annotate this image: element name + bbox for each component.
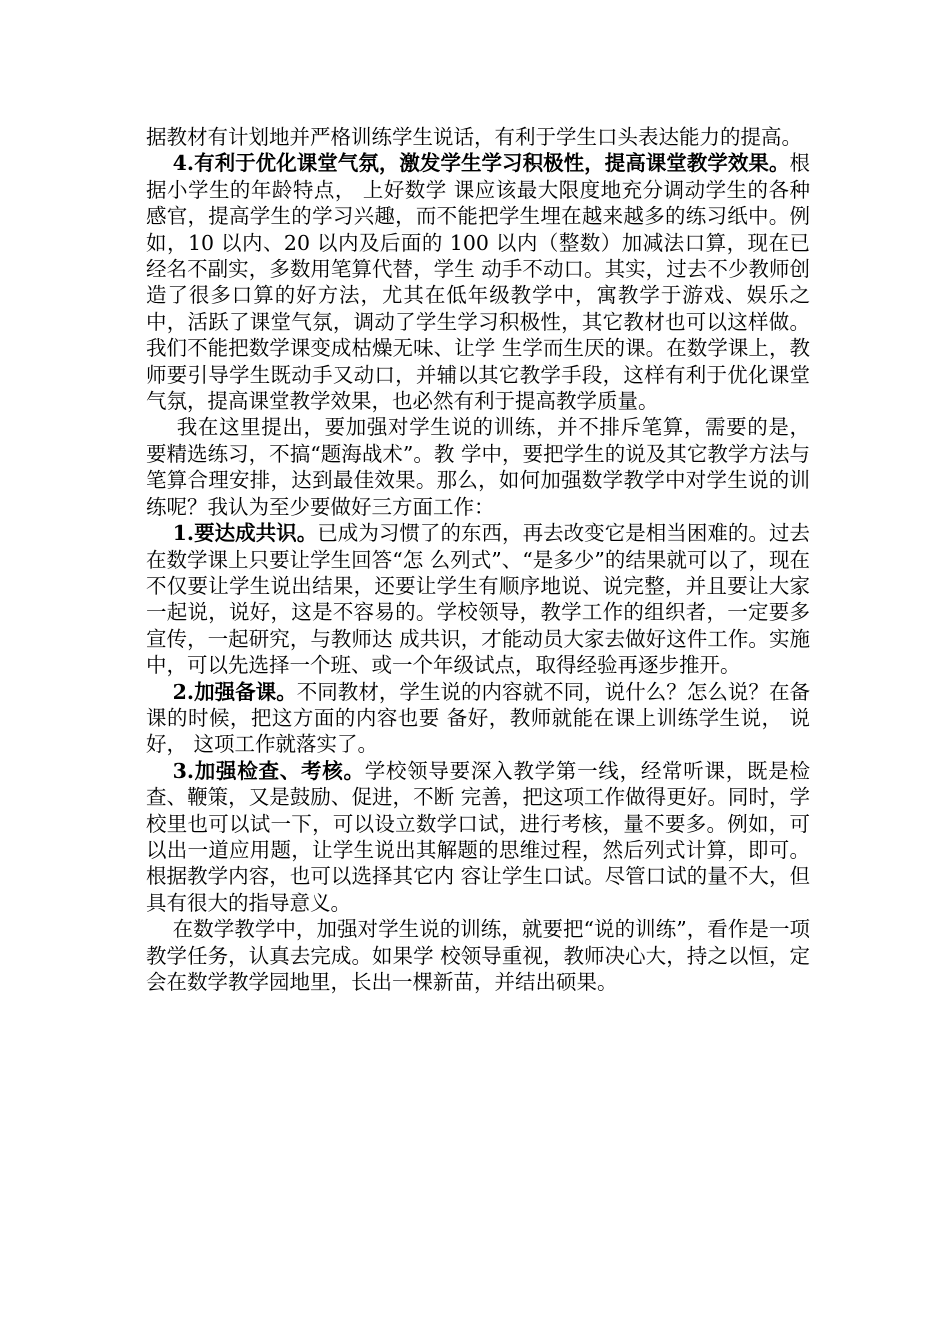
paragraph-4-text: 已成为习惯了的东西，再去改变它是相当困难的。过去在数学课上只要让学生回答“怎 么列式”、“是多少”的结果就可以了，现在不仅要让学生说出结果，还要让学生有顺序地说、说完整，并且要让大家一起说，说好，这是不容易的。学校领导，教学工作的组织者，一定要多宣传，一起研究，与教师达 成共识，才能动员大家去做好这件工作。实施中，可以先选择一个班、或一个年级试点，取得经验再逐步推开。 bbox=[146, 521, 810, 678]
paragraph-2-heading: 4.有利于优化课堂气氛，激发学生学习积极性，提高课堂教学效果。 bbox=[172, 151, 790, 176]
paragraph-2 bbox=[146, 150, 810, 414]
paragraph-6-heading: 3.加强检查、考核。 bbox=[172, 758, 365, 783]
paragraph-6 bbox=[146, 758, 810, 916]
paragraph-3-text: 我在这里提出，要加强对学生说的训练，并不排斥笔算，需要的是，要精选练习，不搞“题海战术”。教 学中，要把学生的说及其它教学方法与笔算合理安排，达到最佳效果。那么，如何加强数学教学中对学生说的训练呢？我认为至少要做好三方面工作： bbox=[146, 415, 810, 519]
paragraph-5 bbox=[146, 679, 810, 758]
paragraph-7 bbox=[146, 916, 810, 995]
paragraph-4-heading: 1.要达成共识。 bbox=[172, 521, 318, 546]
paragraph-6-text: 学校领导要深入教学第一线，经常听课，既是检查、鞭策，又是鼓励、促进，不断 完善，把这项工作做得更好。同时，学校里也可以试一下，可以设立数学口试，进行考核，量不要多。例如，可以出一道应用题，让学生说出其解题的思维过程，然后列式计算，即可。根据教学内容，也可以选择其它内 容让学生口试。尽管口试的量不大，但具有很大的指导意义。 bbox=[146, 758, 810, 915]
paragraph-2-text: 根据小学生的年龄特点， 上好数学 课应该最大限度地充分调动学生的各种感官，提高学生的学习兴趣，而不能把学生埋在越来越多的练习纸中。例如，10 以内、20 以内及后面的 100 以内（整数）加减法口算，现在已经名不副实，多数用笔算代替，学生 动手不动口。其实，过去不少教师创造了很多口算的好方法，尤其在低年级教学中，寓教学于游戏、娱乐之中，活跃了课堂气氛，调动了学生学习积极性，其它教材也可以这样做。我们不能把数学课变成枯燥无味、让学 生学而生厌的课。在数学课上，教师要引导学生既动手又动口，并辅以其它教学手段，这样有利于优化课堂气氛，提高课堂教学效果，也必然有利于提高教学质量。 bbox=[146, 151, 810, 414]
paragraph-4 bbox=[146, 520, 810, 678]
document-page bbox=[146, 124, 810, 995]
paragraph-3 bbox=[146, 414, 810, 520]
paragraph-1-text: 据教材有计划地并严格训练学生说话，有利于学生口头表达能力的提高。 bbox=[146, 125, 802, 149]
paragraph-5-heading: 2.加强备课。 bbox=[172, 679, 297, 704]
paragraph-5-text: 不同教材，学生说的内容就不同，说什么？怎么说？在备课的时候，把这方面的内容也要 备好，教师就能在课上训练学生说， 说好， 这项工作就落实了。 bbox=[146, 679, 810, 757]
paragraph-7-text: 在数学教学中，加强对学生说的训练，就要把“说的训练”，看作是一项教学任务，认真去完成。如果学 校领导重视，教师决心大，持之以恒，定会在数学教学园地里，长出一棵新苗，并结出硕果。 bbox=[146, 917, 810, 994]
paragraph-1 bbox=[146, 124, 810, 150]
